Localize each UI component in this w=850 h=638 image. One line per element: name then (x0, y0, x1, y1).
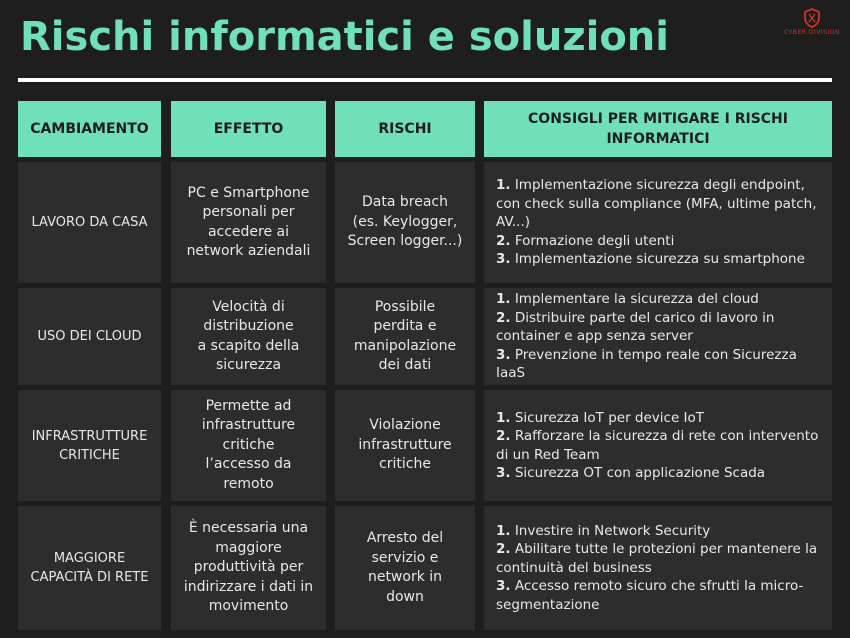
list-item-text: Implementare la sicurezza del cloud (514, 291, 759, 308)
list-item-text: Distribuire parte del carico di lavoro in container e app senza server (496, 309, 775, 345)
list-item (496, 577, 828, 614)
list-item-number: 2. (496, 309, 511, 326)
row-4-consigli (484, 506, 832, 630)
header-consigli: CONSIGLI PER MITIGARE I RISCHI INFORMATICI (484, 101, 832, 157)
list-item-text: Accesso remoto sicuro che sfrutti la micro-segmentazione (496, 578, 804, 613)
list-item (496, 427, 828, 464)
row-3-consigli (484, 390, 832, 501)
list-item (496, 176, 828, 232)
list-item-text: Abilitare tutte le protezioni per mantenere la continuità del business (496, 541, 818, 576)
row-2-consigli (484, 288, 832, 385)
list-item (496, 540, 828, 577)
row-3-consigli-list (496, 409, 828, 483)
list-item (496, 522, 828, 541)
list-item (496, 309, 828, 346)
header-effetto: EFFETTO (171, 101, 326, 157)
list-item (496, 232, 828, 251)
list-item-text: Implementazione sicurezza degli endpoint, con check sulla compliance (MFA, ultime patch, AV...) (496, 177, 817, 231)
list-item (496, 290, 828, 309)
header-cambiamento: CAMBIAMENTO (18, 101, 161, 157)
row-1-consigli-list (496, 176, 828, 269)
list-item-number: 2. (496, 541, 511, 558)
list-item-number: 1. (496, 291, 511, 308)
brand-logo (784, 8, 840, 40)
list-item-text: Sicurezza OT con applicazione Scada (514, 465, 766, 481)
row-3-rischi: Violazione infrastrutture critiche (335, 390, 475, 501)
row-1-rischi: Data breach (es. Keylogger, Screen logger...) (335, 162, 475, 283)
page-title: Rischi informatici e soluzioni (20, 14, 669, 60)
list-item-number: 2. (496, 232, 511, 249)
list-item-text: Rafforzare la sicurezza di rete con intervento di un Red Team (496, 428, 819, 463)
row-1-consigli (484, 162, 832, 283)
row-4-consigli-list (496, 522, 828, 615)
row-2-cambiamento: USO DEI CLOUD (18, 288, 161, 385)
row-2-consigli-list (496, 290, 828, 383)
list-item-number: 1. (496, 177, 511, 194)
list-item-text: Formazione degli utenti (514, 232, 675, 249)
list-item (496, 409, 828, 428)
brand-logo-text: CYBER DIVISION (784, 29, 840, 36)
row-4-cambiamento: MAGGIORE CAPACITÀ DI RETE (18, 506, 161, 630)
row-4-effetto: È necessaria una maggiore produttività per indirizzare i dati in movimento (171, 506, 326, 630)
list-item-number: 1. (496, 522, 511, 539)
header-rischi: RISCHI (335, 101, 475, 157)
row-2-rischi: Possibile perdita e manipolazione dei dati (335, 288, 475, 385)
list-item-number: 3. (496, 578, 511, 595)
row-3-effetto: Permette ad infrastrutture critiche l’accesso da remoto (171, 390, 326, 501)
list-item-number: 3. (496, 251, 511, 268)
list-item-number: 3. (496, 346, 511, 363)
list-item-number: 3. (496, 465, 511, 481)
list-item (496, 250, 828, 269)
list-item-text: Prevenzione in tempo reale con Sicurezza IaaS (496, 346, 797, 382)
list-item-text: Implementazione sicurezza su smartphone (514, 251, 805, 268)
row-2-effetto: Velocità di distribuzione a scapito della sicurezza (171, 288, 326, 385)
list-item (496, 464, 828, 483)
list-item (496, 346, 828, 383)
row-3-cambiamento: INFRASTRUTTURE CRITICHE (18, 390, 161, 501)
row-4-rischi: Arresto del servizio e network in down (335, 506, 475, 630)
list-item-text: Sicurezza IoT per device IoT (514, 409, 705, 426)
title-divider (18, 78, 832, 82)
row-1-cambiamento: LAVORO DA CASA (18, 162, 161, 283)
list-item-number: 1. (496, 409, 511, 426)
shield-icon (804, 8, 820, 28)
list-item-number: 2. (496, 428, 511, 444)
row-1-effetto: PC e Smartphone personali per accedere ai network aziendali (171, 162, 326, 283)
list-item-text: Investire in Network Security (514, 522, 711, 539)
